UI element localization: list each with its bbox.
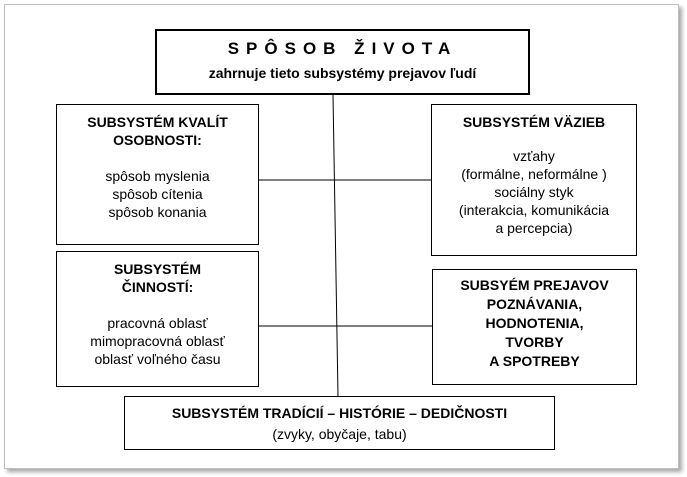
box-items — [57, 314, 258, 368]
list-item: (interakcia, komunikácia — [458, 202, 610, 218]
connector-vertical-trunk — [333, 95, 338, 396]
header-line: SUBSYSTÉM VÄZIEB — [462, 114, 606, 130]
list-item: pracovná oblasť — [107, 315, 208, 331]
header-line: POZNÁVANIA, — [486, 296, 583, 312]
list-item: (formálne, neformálne ) — [461, 166, 607, 182]
header-line: OSOBNOSTI: — [113, 132, 202, 148]
header-line: SUBSYÉM PREJAVOV — [460, 277, 609, 293]
list-item: oblasť voľného času — [94, 351, 221, 367]
header-line: HODNOTENIA, — [485, 315, 584, 331]
box-header — [57, 113, 258, 149]
box-personality-qualities — [56, 104, 259, 245]
header-line: SUBSYSTÉM KVALÍT — [87, 114, 228, 130]
list-item: sociálny styk — [494, 184, 574, 200]
box-header — [433, 276, 636, 371]
box-header — [432, 113, 636, 131]
box-activities — [56, 251, 259, 387]
title-main: SPÔSOB ŽIVOTA — [227, 39, 458, 58]
box-items — [432, 147, 636, 237]
header-line: SUBSYSTÉM — [113, 261, 202, 277]
list-item: vzťahy — [513, 148, 555, 164]
title-subtitle: zahrnuje tieto subsystémy prejavov ľudí — [208, 65, 477, 81]
list-item: spôsob konania — [108, 204, 207, 220]
box-header — [57, 260, 258, 296]
box-header — [125, 404, 554, 422]
list-item: mimopracovná oblasť — [90, 333, 225, 349]
box-items — [57, 167, 258, 221]
list-item: (zvyky, obyčaje, tabu) — [272, 426, 407, 442]
box-expressions — [432, 269, 637, 385]
header-line: SUBSYSTÉM TRADÍCIÍ – HISTÓRIE – DEDIČNOSTI — [171, 405, 508, 421]
list-item: spôsob cítenia — [112, 186, 203, 202]
list-item: spôsob myslenia — [105, 168, 210, 184]
box-traditions — [124, 396, 555, 450]
list-item: a percepcia) — [495, 220, 573, 236]
box-ties — [431, 104, 637, 256]
header-line: ČINNOSTÍ: — [121, 279, 194, 295]
header-line: TVORBY — [505, 334, 564, 350]
title-box — [155, 29, 530, 95]
header-line: A SPOTREBY — [489, 353, 580, 369]
box-items — [125, 425, 554, 443]
